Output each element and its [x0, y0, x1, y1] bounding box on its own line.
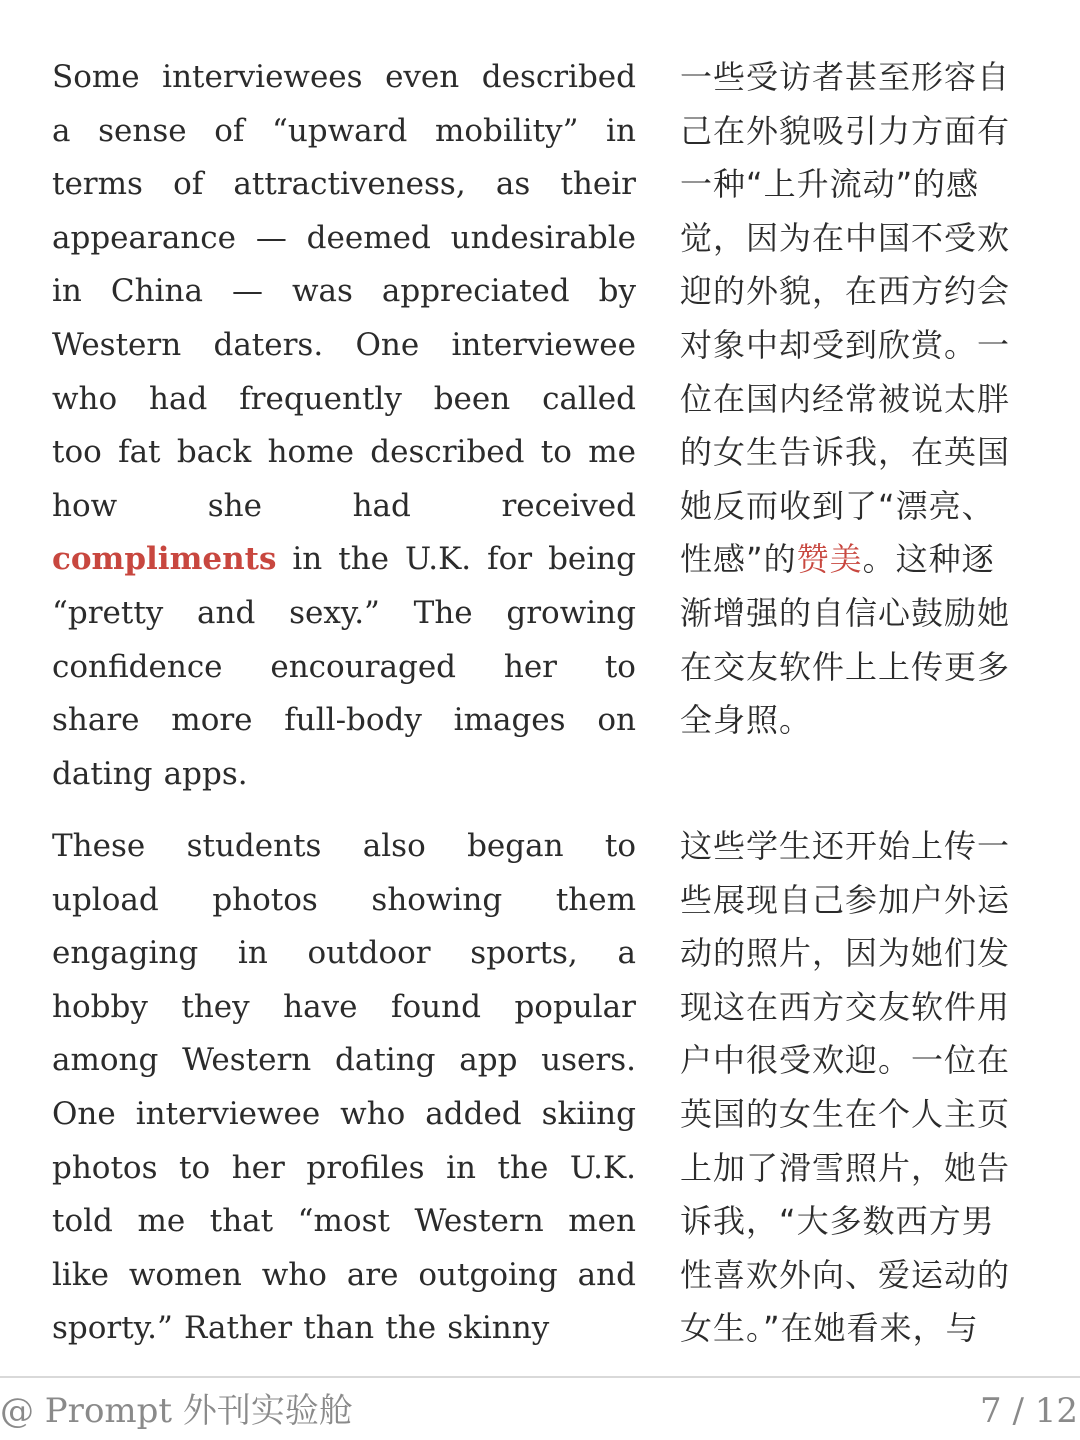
zh-line: 动的照片，因为她们发 — [680, 934, 1011, 973]
word: engaging — [52, 935, 199, 972]
word: had — [149, 380, 208, 417]
word: apps. — [163, 755, 248, 792]
word: outgoing — [418, 1256, 558, 1293]
word: terms — [52, 166, 143, 203]
zh-line: 些展现自己参加户外运 — [680, 880, 1011, 919]
word: her — [231, 1149, 285, 1186]
word: she — [207, 487, 262, 524]
zh-line: 迎的外貌，在西方约会 — [680, 272, 1011, 311]
en-line — [52, 1249, 636, 1303]
word: are — [346, 1256, 399, 1293]
highlight-word-zanmei[interactable]: 赞美 — [796, 540, 863, 579]
word: China — [110, 273, 203, 310]
word: U.K. — [569, 1149, 636, 1186]
page-indicator: 7 / 12 — [980, 1391, 1078, 1431]
word: daters. — [213, 326, 324, 363]
word: images — [453, 702, 566, 739]
zh-line: 位在国内经常被说太胖 — [680, 379, 1011, 418]
zh-line: 在交友软件上上传更多 — [680, 647, 1011, 686]
word: men — [568, 1203, 636, 1240]
paragraph-1-english — [52, 51, 636, 801]
word: “pretty — [52, 594, 164, 631]
paragraph-1-chinese — [680, 51, 1030, 748]
word: they — [181, 988, 250, 1025]
zh-line-highlight — [680, 533, 1030, 587]
zh-line: 上加了滑雪照片，她告 — [680, 1148, 1011, 1187]
zh-line: 她反而收到了“漂亮、 — [680, 486, 995, 525]
word: women — [128, 1256, 242, 1293]
zh-line: 觉，因为在中国不受欢 — [680, 218, 1011, 257]
word: Rather — [183, 1310, 293, 1347]
en-line — [52, 820, 636, 874]
word: appreciated — [381, 273, 570, 310]
word: sporty.” — [52, 1310, 173, 1347]
word: — — [255, 219, 287, 256]
word: had — [352, 487, 411, 524]
word: the — [385, 1310, 437, 1347]
word: that — [209, 1203, 274, 1240]
en-line — [52, 587, 636, 641]
word: interviewees — [162, 59, 363, 95]
word: who — [52, 380, 118, 417]
word: profiles — [306, 1149, 425, 1186]
en-line — [52, 927, 636, 981]
en-line-last — [52, 748, 636, 802]
word: being — [548, 541, 636, 578]
word: appearance — [52, 219, 236, 256]
word: U.K. — [405, 541, 472, 578]
en-line — [52, 265, 636, 319]
word: One — [52, 1095, 116, 1132]
word: Western — [414, 1203, 544, 1240]
word: mobility” — [434, 112, 579, 149]
word: dating — [335, 1042, 436, 1079]
en-line — [52, 480, 636, 534]
word: called — [542, 380, 636, 417]
word: too — [52, 434, 102, 471]
footer-source: @ Prompt 外刊实验舱 — [0, 1391, 353, 1431]
zh-line: 性喜欢外向、爱运动的 — [680, 1255, 1011, 1294]
word: in — [446, 1149, 476, 1186]
word: — — [231, 273, 263, 310]
word: began — [467, 828, 564, 864]
word: confidence — [52, 648, 223, 685]
zh-line: 一种“上升流动”的感 — [680, 165, 980, 204]
word: undesirable — [450, 219, 636, 256]
word: more — [171, 702, 253, 739]
word: “upward — [271, 112, 408, 149]
word: back — [176, 434, 252, 471]
zh-line: 渐增强的自信心鼓励她 — [680, 593, 1011, 632]
en-line — [52, 158, 636, 212]
word: These — [52, 828, 146, 864]
en-line — [52, 694, 636, 748]
word: told — [52, 1203, 113, 1240]
word: on — [597, 702, 636, 739]
word: photos — [52, 1149, 158, 1186]
word: was — [291, 273, 353, 310]
footer-divider — [0, 1376, 1080, 1378]
word: showing — [371, 881, 503, 918]
zh-line: 对象中却受到欣赏。一 — [680, 325, 1011, 364]
word: been — [433, 380, 511, 417]
word: Western — [182, 1042, 312, 1079]
word: of — [173, 166, 204, 203]
word: sexy.” — [289, 594, 380, 631]
zh-line: 的女生告诉我，在英国 — [680, 433, 1011, 472]
word: to — [179, 1149, 211, 1186]
word: their — [560, 166, 636, 203]
word: upload — [52, 881, 159, 918]
zh-line: 一些受访者甚至形容自 — [680, 58, 1011, 96]
word: home — [267, 434, 354, 471]
word: added — [425, 1095, 522, 1132]
word: like — [52, 1256, 109, 1293]
word: share — [52, 702, 140, 739]
word: in — [606, 112, 636, 149]
en-line — [52, 641, 636, 695]
en-line — [52, 426, 636, 480]
word: for — [487, 541, 533, 578]
word: interviewee — [451, 326, 636, 363]
word: me — [588, 434, 636, 471]
word: One — [355, 326, 420, 363]
zh-line: 诉我，“大多数西方男 — [680, 1202, 995, 1241]
word: me — [137, 1203, 186, 1240]
word: have — [283, 988, 358, 1025]
en-line — [52, 373, 636, 427]
word: as — [495, 166, 531, 203]
word: Western — [52, 326, 182, 363]
word: users. — [541, 1042, 636, 1079]
word: by — [598, 273, 636, 310]
word: to — [540, 434, 572, 471]
word: even — [385, 59, 460, 95]
zh-line: 女生。”在她看来，与 — [680, 1309, 979, 1348]
zh-line: 英国的女生在个人主页 — [680, 1094, 1011, 1133]
word: and — [577, 1256, 636, 1293]
en-line — [52, 1195, 636, 1249]
word: a — [52, 112, 71, 149]
en-line — [52, 212, 636, 266]
word: described — [481, 59, 636, 95]
word: encouraged — [270, 648, 457, 685]
word: of — [214, 112, 245, 149]
paragraph-2-english — [52, 820, 636, 1356]
word: than — [303, 1310, 375, 1347]
en-line-highlight — [52, 533, 636, 587]
word: Some — [52, 59, 140, 95]
word: in — [237, 935, 268, 972]
word: sports, — [470, 935, 578, 972]
word: who — [261, 1256, 327, 1293]
word: interviewee — [135, 1095, 321, 1132]
zh-line: 这些学生还开始上传一 — [680, 827, 1011, 865]
word: outdoor — [307, 935, 431, 972]
word: skiing — [541, 1095, 636, 1132]
en-line — [52, 981, 636, 1035]
en-line — [52, 51, 636, 105]
word: full-body — [284, 702, 422, 739]
zh-suffix: 。这种逐 — [862, 540, 995, 579]
word: who — [340, 1095, 406, 1132]
word: sense — [98, 112, 187, 149]
word: described — [370, 434, 525, 471]
word: fat — [118, 434, 161, 471]
word: photos — [212, 881, 318, 918]
word: dating — [52, 755, 153, 792]
word: also — [362, 828, 426, 864]
en-line — [52, 105, 636, 159]
word: a — [617, 935, 636, 972]
word: The — [413, 594, 473, 631]
word: received — [501, 487, 636, 524]
zh-line: 全身照。 — [680, 701, 813, 740]
en-line-last — [52, 1302, 636, 1356]
word: hobby — [52, 988, 148, 1025]
word: found — [391, 988, 481, 1025]
word: growing — [506, 594, 636, 631]
paragraph-2-chinese — [680, 820, 1030, 1356]
word: students — [186, 828, 322, 864]
word: popular — [514, 988, 636, 1025]
word: deemed — [306, 219, 431, 256]
zh-prefix: 性感”的 — [680, 540, 797, 579]
word: in — [52, 273, 82, 310]
word: skinny — [447, 1310, 550, 1347]
word: in — [292, 541, 323, 578]
word: “most — [297, 1203, 390, 1240]
word: the — [497, 1149, 549, 1186]
highlight-word-compliments[interactable]: compliments — [52, 541, 277, 578]
en-line — [52, 874, 636, 928]
zh-line: 现这在西方交友软件用 — [680, 987, 1011, 1026]
word: her — [503, 648, 557, 685]
word: among — [52, 1042, 159, 1079]
zh-line: 己在外貌吸引力方面有 — [680, 111, 1011, 150]
en-line — [52, 1142, 636, 1196]
word: the — [338, 541, 390, 578]
en-line — [52, 1088, 636, 1142]
word: frequently — [239, 380, 402, 417]
word: attractiveness, — [233, 166, 466, 203]
word: how — [52, 487, 118, 524]
zh-line: 户中很受欢迎。一位在 — [680, 1041, 1011, 1080]
word: to — [604, 828, 636, 864]
word: them — [555, 881, 636, 918]
word: to — [604, 648, 636, 685]
en-line — [52, 319, 636, 373]
en-line — [52, 1034, 636, 1088]
word: app — [459, 1042, 518, 1079]
word: and — [197, 594, 256, 631]
